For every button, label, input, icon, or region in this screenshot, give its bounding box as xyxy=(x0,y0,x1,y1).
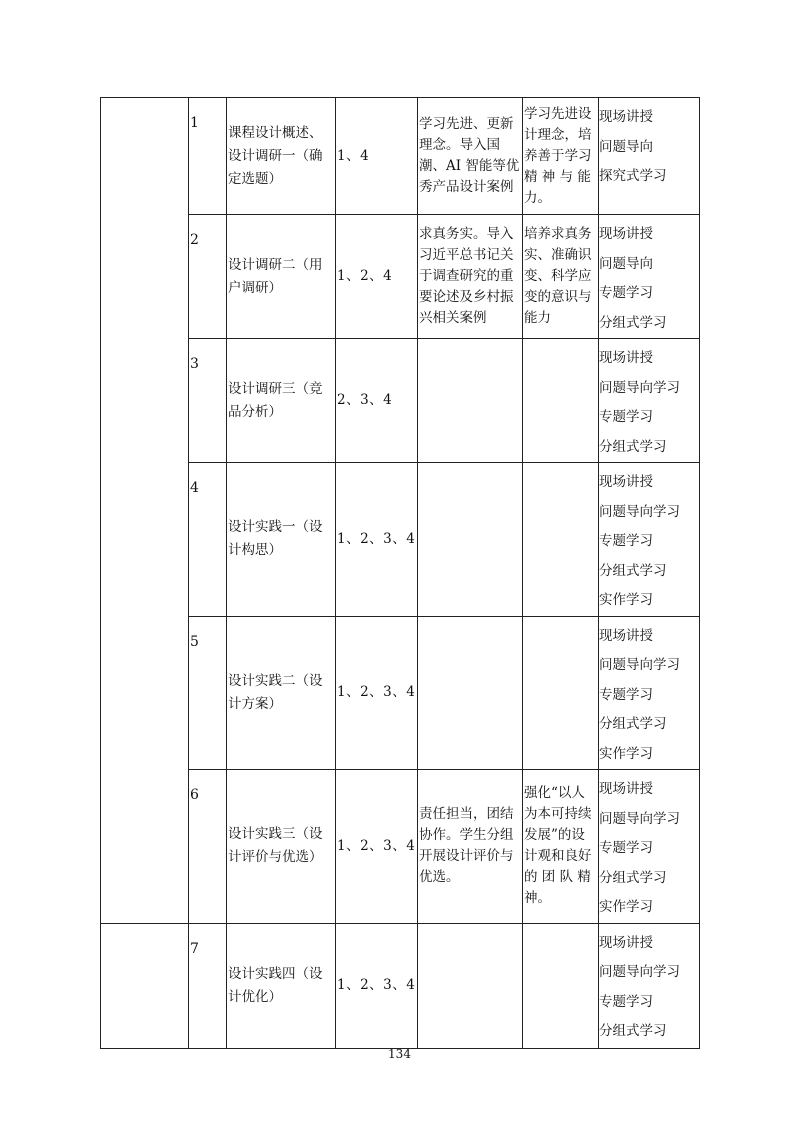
method-item: 分组式学习 xyxy=(599,438,667,455)
course-objectives: 1、2、3、4 xyxy=(336,463,418,617)
course-objectives: 1、2、3、4 xyxy=(336,770,418,924)
lesson-topic: 设计实践二（设计方案） xyxy=(227,616,336,770)
method-item: 实作学习 xyxy=(599,745,653,762)
method-item: 问题导向学习 xyxy=(599,503,680,520)
ideological-goals xyxy=(523,616,599,770)
module-cell xyxy=(101,923,189,1048)
method-item: 问题导向学习 xyxy=(599,379,680,396)
method-item: 现场讲授 xyxy=(599,109,653,125)
table-row xyxy=(101,98,700,215)
lesson-number: 7 xyxy=(189,923,227,1048)
page-number: 134 xyxy=(388,1047,411,1061)
ideological-content xyxy=(418,339,523,463)
table-row xyxy=(101,215,700,339)
lesson-number: 1 xyxy=(189,98,227,215)
method-item: 问题导向 xyxy=(599,138,653,155)
lesson-topic: 设计实践一（设计构思） xyxy=(227,463,336,617)
method-item: 专题学习 xyxy=(599,285,653,301)
lesson-number: 6 xyxy=(189,770,227,924)
course-objectives: 1、2、4 xyxy=(336,215,418,339)
method-item: 问题导向 xyxy=(599,255,653,272)
lesson-number: 5 xyxy=(189,616,227,770)
lesson-topic: 设计实践四（设计优化） xyxy=(227,923,336,1048)
method-item: 现场讲授 xyxy=(599,627,653,644)
ideological-content: 责任担当，团结协作。学生分组开展设计评价与优选。 xyxy=(418,770,523,924)
ideological-goals xyxy=(523,463,599,617)
method-item: 分组式学习 xyxy=(599,1023,667,1039)
ideological-content xyxy=(418,923,523,1048)
teaching-methods xyxy=(599,215,700,339)
course-objectives: 2、3、4 xyxy=(336,339,418,463)
lesson-topic: 设计实践三（设计评价与优选） xyxy=(227,770,336,924)
method-item: 现场讲授 xyxy=(599,934,653,951)
method-item: 分组式学习 xyxy=(599,314,667,331)
method-item: 专题学习 xyxy=(599,686,653,703)
method-item: 问题导向学习 xyxy=(599,657,680,673)
table-row xyxy=(101,923,700,1048)
lesson-topic: 课程设计概述、设计调研一（确定选题） xyxy=(227,98,336,215)
course-objectives: 1、2、3、4 xyxy=(336,923,418,1048)
method-item: 专题学习 xyxy=(599,409,653,425)
method-item: 实作学习 xyxy=(599,899,653,915)
ideological-content: 求真务实。导入习近平总书记关于调查研究的重要论述及乡村振兴相关案例 xyxy=(418,215,523,339)
teaching-methods xyxy=(599,98,700,215)
lesson-topic: 设计调研三（竞品分析） xyxy=(227,339,336,463)
ideological-goals: 学习先进设计理念，培养善于学习精 神 与 能力。 xyxy=(523,98,599,215)
teaching-methods xyxy=(599,339,700,463)
module-cell xyxy=(101,98,189,924)
table-row xyxy=(101,463,700,617)
course-objectives: 1、4 xyxy=(336,98,418,215)
method-item: 现场讲授 xyxy=(599,226,653,242)
method-item: 分组式学习 xyxy=(599,869,667,886)
method-item: 专题学习 xyxy=(599,533,653,549)
method-item: 分组式学习 xyxy=(599,562,667,579)
method-item: 问题导向学习 xyxy=(599,964,680,980)
method-item: 分组式学习 xyxy=(599,716,667,732)
teaching-methods xyxy=(599,616,700,770)
table-row xyxy=(101,616,700,770)
method-item: 现场讲授 xyxy=(599,474,653,490)
teaching-methods xyxy=(599,770,700,924)
lesson-topic: 设计调研二（用户调研） xyxy=(227,215,336,339)
course-schedule-table xyxy=(100,97,700,1049)
ideological-content xyxy=(418,463,523,617)
method-item: 现场讲授 xyxy=(599,781,653,797)
ideological-goals xyxy=(523,923,599,1048)
method-item: 探究式学习 xyxy=(599,168,667,184)
method-item: 问题导向学习 xyxy=(599,810,680,827)
course-objectives: 1、2、3、4 xyxy=(336,616,418,770)
method-item: 现场讲授 xyxy=(599,350,653,366)
lesson-number: 3 xyxy=(189,339,227,463)
method-item: 实作学习 xyxy=(599,592,653,608)
method-item: 专题学习 xyxy=(599,993,653,1010)
table-row xyxy=(101,339,700,463)
teaching-methods xyxy=(599,463,700,617)
method-item: 专题学习 xyxy=(599,840,653,856)
table-row xyxy=(101,770,700,924)
ideological-goals: 强化“以人为本可持续发展”的设计观和良好的 团 队 精神。 xyxy=(523,770,599,924)
ideological-content xyxy=(418,616,523,770)
ideological-goals xyxy=(523,339,599,463)
teaching-methods xyxy=(599,923,700,1048)
ideological-goals: 培养求真务实、准确识变、科学应变的意识与能力 xyxy=(523,215,599,339)
ideological-content: 学习先进、更新理念。导入国潮、AI 智能等优秀产品设计案例 xyxy=(418,98,523,215)
lesson-number: 4 xyxy=(189,463,227,617)
lesson-number: 2 xyxy=(189,215,227,339)
